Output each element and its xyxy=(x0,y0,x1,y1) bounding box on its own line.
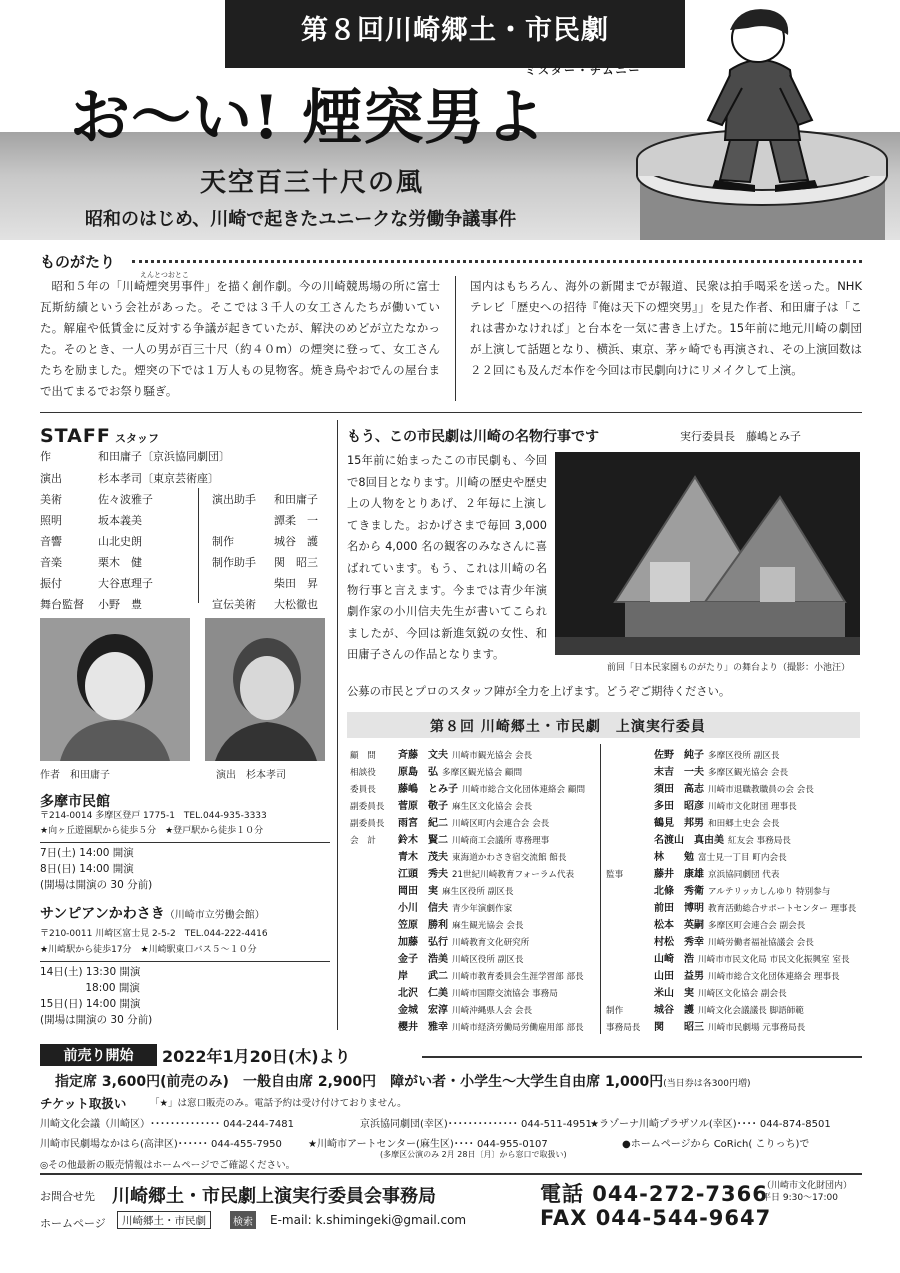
author-photo-caption: 作者 和田庸子 xyxy=(40,770,110,781)
committee-member: 須田 高志 川崎市退職教職員の会 会長 xyxy=(654,784,814,795)
committee-member: 岡田 実 麻生区役所 副区長 xyxy=(398,886,514,897)
contact-email[interactable]: E-mail: k.shimingeki@gmail.com xyxy=(270,1213,467,1227)
committee-member: 青木 茂夫 東海道かわさき宿交流館 館長 xyxy=(398,852,567,863)
committee-title: 第８回 川崎郷土・市民劇 上演実行委員 xyxy=(430,719,706,735)
staff-row: 音楽 栗木 健 xyxy=(40,556,142,569)
ticket-outlet-note: (多摩区公演のみ 2月 28日〔月〕から窓口で取扱い) xyxy=(380,1150,567,1159)
committee-member: 会 計 鈴木 賢二 川崎商工会議所 専務理事 xyxy=(350,835,550,846)
venue-2-perf-note: (開場は開演の 30 分前) xyxy=(40,1014,153,1026)
venue-1-name: 多摩市民館 xyxy=(40,794,110,810)
committee-member: 櫻井 雅幸 川崎市経済労働局労働雇用部 部長 xyxy=(398,1022,584,1033)
stage-photo xyxy=(555,452,860,655)
staff-row: 美術 佐々波雅子 xyxy=(40,493,153,506)
ticket-outlet: ★ラゾーナ川崎プラザソル(幸区)････ 044-874-8501 xyxy=(590,1119,831,1130)
author-photo xyxy=(40,618,190,761)
header-banner xyxy=(0,0,900,240)
event-series-title: 第８回川崎郷土・市民劇 xyxy=(301,15,609,46)
committee-member: 米山 実 川崎区文化協会 副会長 xyxy=(654,988,787,999)
message-body: 15年前に始まったこの市民劇も、今回で8回目となります。川崎の歴史や歴史上の人物をとりあげ、２年毎に上演してきました。おかげさまで毎回 3,000 名から 4,000 名の観客のみなさんに喜ばれています。もう、これは川崎の名物行事と言えます。今までは青少年演劇作家の小川信夫先生が書いてこられましたが、今回は新進気鋭の女性、和田庸子さんの作品となります。 xyxy=(347,454,547,662)
phone-hours-note: （川崎市文化財団内） 平日 9:30〜17:00 xyxy=(762,1181,853,1203)
staff-row: 演出 杉本孝司〔東京芸術座〕 xyxy=(40,472,219,485)
staff-row: 制作助手 関 昭三 xyxy=(212,556,318,569)
story-text-left: 昭和５年の「川崎煙突男事件」を描く創作劇。今の川崎競馬場の所に富士瓦斯紡績という会社があった。そこでは３千人の女工さんたちが働いていた。解雇や低賃金に反対する争議が起きていたが、解決のめどが立たなかった。そのとき、一人の男が百三十尺（約４０m）の煙突に登って、女工さんたちを励ました。煙突の下では１万人もの見物客。焼き鳥やおでんの屋台まで出てまるでお祭り騒ぎ。 xyxy=(40,279,440,398)
venue-1-divider xyxy=(40,842,330,843)
staff-row: 柴田 昇 xyxy=(274,577,318,590)
venue-2-name: サンピアンかわさき（川崎市立労働会館） xyxy=(40,906,265,922)
committee-divider xyxy=(600,744,601,1034)
venue-2-perf-1: 14日(土) 13:30 開演 xyxy=(40,966,141,978)
venue-2-perf-3: 15日(日) 14:00 開演 xyxy=(40,998,141,1010)
committee-member: 副委員長 菅原 敬子 麻生区文化協会 会長 xyxy=(350,801,533,812)
main-title-ruby: ミスター・チムニー xyxy=(525,64,642,77)
story-ruby: えんとつおとこ xyxy=(140,271,189,279)
ticket-outlet: 京浜協同劇団(幸区)･･････････････ 044-511-4951 xyxy=(360,1119,592,1130)
committee-member: 松本 英嗣 多摩区町会連合会 副会長 xyxy=(654,920,806,931)
committee-member: 金子 浩美 川崎区役所 副区長 xyxy=(398,954,524,965)
message-author: 実行委員長 藤嶋とみ子 xyxy=(680,430,801,443)
venue-1-perf-note: (開場は開演の 30 分前) xyxy=(40,879,153,891)
contact-phone: 電話 044-272-7366 xyxy=(540,1182,768,1206)
committee-member: 相談役 原島 弘 多摩区観光協会 顧問 xyxy=(350,767,523,778)
ticket-outlets-note: 「★」は窓口販売のみ。電話予約は受け付けておりません。 xyxy=(150,1098,407,1109)
ticket-outlet-web[interactable]: ●ホームページから CoRich( こりっち)で xyxy=(622,1139,810,1150)
staff-row: 音響 山北史朗 xyxy=(40,535,142,548)
presale-date: 2022年1月20日(木)より xyxy=(162,1047,351,1066)
ticket-prices: 指定席 3,600円(前売のみ) 一般自由席 2,900円 障がい者・小学生〜大学生自由席 1,000円(当日券は各300円増) xyxy=(55,1074,751,1090)
staff-row: 制作 城谷 護 xyxy=(212,535,318,548)
committee-member: 名渡山 真由美 紅友会 事務局長 xyxy=(654,835,791,846)
contact-label: お問合せ先 xyxy=(40,1190,95,1203)
committee-member: 多田 昭彦 川崎市文化財団 理事長 xyxy=(654,801,797,812)
venue-2-divider xyxy=(40,961,330,962)
venue-2-perf-2: 18:00 開演 xyxy=(40,982,140,994)
committee-member: 副委員長 雨宮 紀二 川崎区町内会連合会 会長 xyxy=(350,818,550,829)
committee-member: 北沢 仁美 川崎市国際交流協会 事務局 xyxy=(398,988,558,999)
ticket-outlet: 川崎文化会議（川崎区）･･････････････ 044-244-7481 xyxy=(40,1119,295,1130)
committee-member: 小川 信夫 青少年演劇作家 xyxy=(398,903,513,914)
venue-2-address: 〒210-0011 川崎区富士見 2-5-2 TEL.044-222-4416 xyxy=(40,929,268,939)
venue-1-perf-2: 8日(日) 14:00 開演 xyxy=(40,863,134,875)
homepage-search-box[interactable]: 川崎郷土・市民劇 xyxy=(117,1211,211,1229)
sales-info-note: ◎その他最新の販売情報はホームページでご確認ください。 xyxy=(40,1160,296,1171)
ticket-outlet: 川崎市民劇場なかはら(高津区)･･････ 044-455-7950 xyxy=(40,1139,282,1150)
message-closing: 公募の市民とプロのスタッフ陣が全力を上げます。どうぞご期待ください。 xyxy=(347,685,731,698)
staff-row: 譚柔 一 xyxy=(274,514,318,527)
committee-member: 山田 益男 川崎市総合文化団体連絡会 理事長 xyxy=(654,971,840,982)
venue-1-perf-1: 7日(土) 14:00 開演 xyxy=(40,847,134,859)
story-heading-dots xyxy=(132,260,862,263)
committee-member: 加藤 弘行 川崎教育文化研究所 xyxy=(398,937,530,948)
story-divider xyxy=(455,276,456,401)
director-photo-caption: 演出 杉本孝司 xyxy=(216,770,286,781)
staff-row: 宣伝美術 大松徹也 xyxy=(212,598,318,611)
staff-row: 作 和田庸子〔京浜協同劇団〕 xyxy=(40,450,230,463)
committee-member: 北條 秀衛 アルテリッカしんゆり 特別参与 xyxy=(654,886,831,897)
committee-member: 末吉 一夫 多摩区観光協会 会長 xyxy=(654,767,789,778)
committee-member: 村松 秀幸 川崎労働者福祉協議会 会長 xyxy=(654,937,814,948)
homepage-label: ホームページ xyxy=(40,1217,106,1230)
committee-member: 山崎 浩 川崎市市民文化局 市民文化振興室 室長 xyxy=(654,954,850,965)
staff-divider xyxy=(198,488,199,603)
homepage-search-button[interactable]: 検索 xyxy=(230,1211,256,1229)
story-heading: ものがたり xyxy=(40,253,116,271)
presale-label: 前売り開始 xyxy=(63,1048,134,1064)
presale-line xyxy=(422,1056,862,1058)
committee-member: 鶴見 邦男 和田郷土史会 会長 xyxy=(654,818,780,829)
main-title: お〜い! 煙突男よ xyxy=(70,83,547,153)
committee-member: 事務局長 関 昭三 川崎市民劇場 元事務局長 xyxy=(606,1022,806,1033)
contact-organization: 川崎郷土・市民劇上演実行委員会事務局 xyxy=(112,1186,436,1207)
stage-photo-caption: 前回「日本民家園ものがたり」の舞台より（撮影：小池汪） xyxy=(607,663,851,673)
committee-member: 江頭 秀夫 21世紀川崎教育フォーラム代表 xyxy=(398,869,575,880)
sub-title: 天空百三十尺の風 xyxy=(200,168,425,198)
section-divider xyxy=(40,412,862,413)
committee-member: 笠原 勝利 麻生観光協会 会長 xyxy=(398,920,524,931)
staff-row: 振付 大谷恵理子 xyxy=(40,577,153,590)
committee-member: 顧 問 斉藤 文夫 川崎市観光協会 会長 xyxy=(350,750,533,761)
staff-subheading: スタッフ xyxy=(115,432,159,445)
committee-member: 佐野 純子 多摩区役所 副区長 xyxy=(654,750,780,761)
director-photo xyxy=(205,618,325,761)
committee-member: 林 勉 富士見一丁目 町内会長 xyxy=(654,852,787,863)
committee-member: 岸 武二 川崎市教育委員会生涯学習部 部長 xyxy=(398,971,584,982)
ticket-outlets-heading: チケット取扱い xyxy=(40,1096,127,1111)
contact-divider xyxy=(40,1173,862,1175)
tagline: 昭和のはじめ、川崎で起きたユニークな労働争議事件 xyxy=(85,209,517,230)
committee-member: 監事 藤井 康雄 京浜協同劇団 代表 xyxy=(606,869,780,880)
contact-fax: FAX 044-544-9647 xyxy=(540,1206,772,1230)
committee-member: 制作 城谷 護 川崎文化会議議長 脚語師範 xyxy=(606,1005,804,1016)
venue-2-access: ★川崎駅から徒歩17分 ★川崎駅東口バス５〜１０分 xyxy=(40,945,257,955)
committee-member: 委員長 藤嶋 とみ子 川崎市総合文化団体連絡会 顧問 xyxy=(350,784,586,795)
story-text-right: 国内はもちろん、海外の新聞までが報道、民衆は拍手喝采を送った。NHKテレビ「歴史への招待『俺は天下の煙突男』」を見た作者、和田庸子は「これは書かなければ」と台本を一気に書き上げた。15年前に地元川崎の劇団が上演して話題となり、横浜、東京、茅ヶ崎でも再演され、その上演回数は２２回にも及んだ本作を今回は市民劇向けにリメイクして上演。 xyxy=(470,279,862,377)
ticket-outlet: ★川崎市アートセンター(麻生区)････ 044-955-0107 xyxy=(308,1139,548,1150)
committee-member: 前田 博明 教育活動総合サポートセンター 理事長 xyxy=(654,903,857,914)
staff-row: 照明 坂本義美 xyxy=(40,514,142,527)
staff-heading: STAFF xyxy=(40,425,111,447)
staff-row: 舞台監督 小野 豊 xyxy=(40,598,142,611)
column-divider xyxy=(337,420,338,1030)
committee-member: 金城 宏淳 川崎沖縄県人会 会長 xyxy=(398,1005,533,1016)
venue-1-access: ★向ヶ丘遊園駅から徒歩５分 ★登戸駅から徒歩１０分 xyxy=(40,826,264,836)
message-heading: もう、この市民劇は川崎の名物行事です xyxy=(347,429,599,445)
staff-row: 演出助手 和田庸子 xyxy=(212,493,318,506)
venue-1-address: 〒214-0014 多摩区登戸 1775-1 TEL.044-935-3333 xyxy=(40,811,267,821)
